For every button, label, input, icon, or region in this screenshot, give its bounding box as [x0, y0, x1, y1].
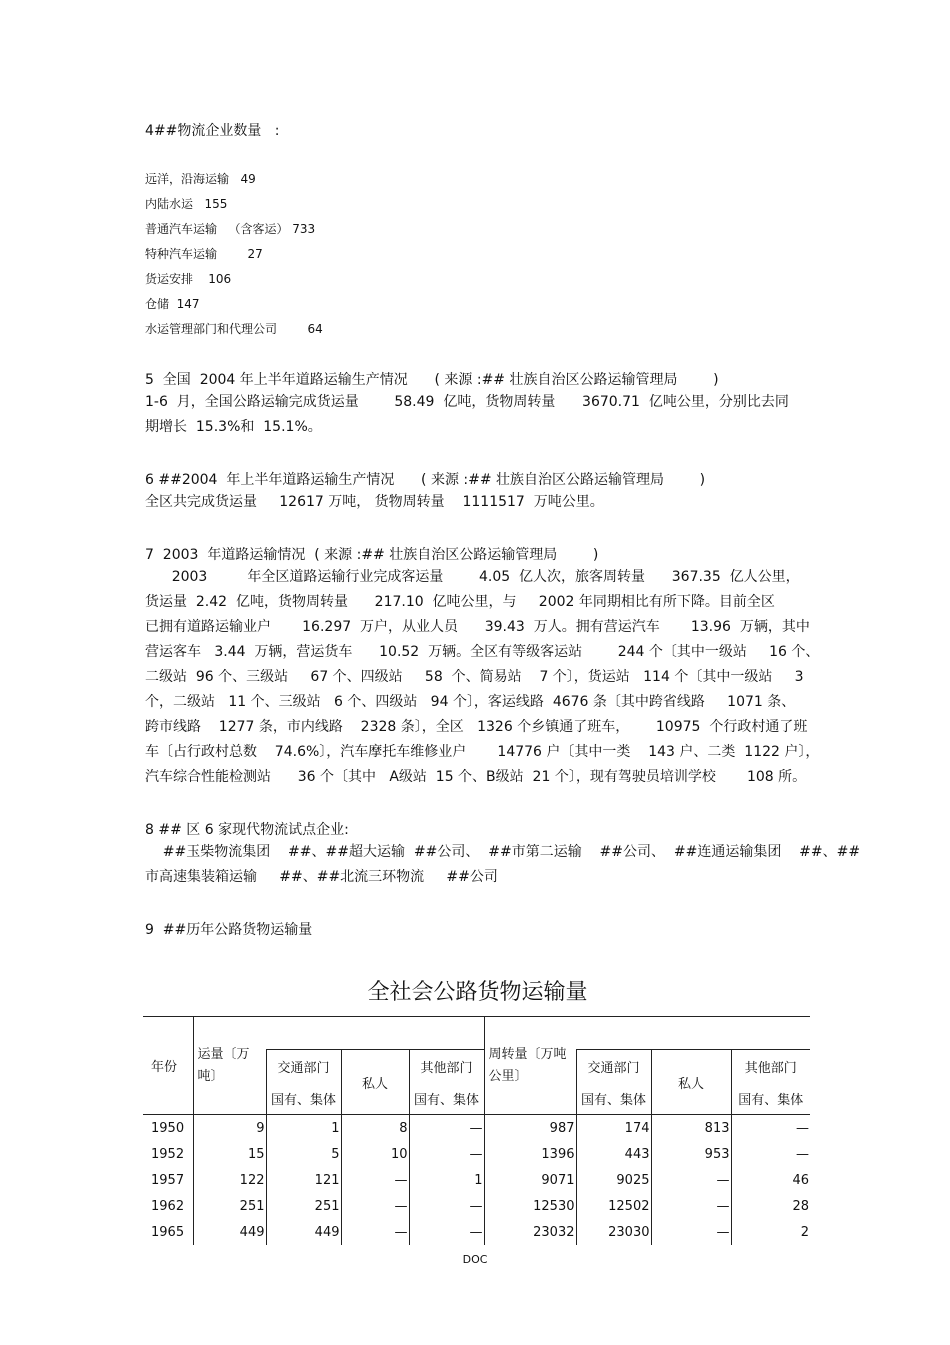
- section-4-heading: 4##物流企业数量 :: [145, 123, 280, 139]
- header-volume: 运量〔万吨〕: [193, 1017, 266, 1115]
- list-item: 内陆水运 155: [145, 197, 228, 211]
- header-other-dept: 其他部门: [731, 1050, 810, 1083]
- section-5-heading: 5 全国 2004 年上半年道路运输生产情况 ( 来源 :## 壮族自治区公路运输管理局 ): [145, 372, 719, 388]
- header-transport-dept: 交通部门: [576, 1050, 651, 1083]
- paragraph-line: 2003 年全区道路运输行业完成客运量 4.05 亿人次，旅客周转量 367.35 亿人公里，: [145, 569, 800, 585]
- paragraph-line: 已拥有道路运输业户 16.297 万户，从业人员 39.43 万人。拥有营运汽车 13.96 万辆，其中: [145, 619, 810, 635]
- list-item: 远洋，沿海运输 49: [145, 172, 256, 186]
- table-row: 1950 9 1 8 — 987 174 813 —: [143, 1115, 810, 1142]
- paragraph-line: 营运客车 3.44 万辆，营运货车 10.52 万辆。全区有等级客运站 244 个〔其中一级站 16 个、: [145, 644, 820, 660]
- header-private: 私人: [341, 1050, 409, 1115]
- header-transport-dept: 交通部门: [266, 1050, 341, 1083]
- header-other-dept: 其他部门: [409, 1050, 484, 1083]
- section-8-heading: 8 ## 区 6 家现代物流试点企业:: [145, 822, 349, 838]
- header-state-collective: 国有、集体: [731, 1082, 810, 1115]
- freight-table: [143, 1016, 810, 1245]
- paragraph-line: 汽车综合性能检测站 36 个〔其中 A级站 15 个、B级站 21 个〕，现有驾驶员培训学校 108 所。: [145, 769, 807, 785]
- paragraph-line: 1-6 月，全国公路运输完成货运量 58.49 亿吨，货物周转量 3670.71 亿吨公里，分别比去同: [145, 394, 789, 410]
- header-year: 年份: [151, 1060, 178, 1075]
- section-9-heading: 9 ##历年公路货物运输量: [145, 922, 313, 938]
- page-footer: DOC: [462, 1253, 488, 1266]
- list-item: 水运管理部门和代理公司 64: [145, 322, 323, 336]
- header-state-collective: 国有、集体: [266, 1082, 341, 1115]
- table-caption: 全社会公路货物运输量: [367, 980, 588, 1005]
- paragraph-line: 车〔占行政村总数 74.6%〕，汽车摩托车维修业户 14776 户〔其中一类 143 户、二类 1122 户〕，: [145, 744, 820, 760]
- paragraph-line: 货运量 2.42 亿吨，货物周转量 217.10 亿吨公里，与 2002 年同期相比有所下降。目前全区: [145, 594, 775, 610]
- list-item: 普通汽车运输 （含客运） 733: [145, 222, 316, 236]
- paragraph-line: ##玉柴物流集团 ##、##超大运输 ##公司、 ##市第二运输 ##公司、 ##连通运输集团 ##、##: [145, 844, 861, 860]
- header-turnover: 周转量〔万吨公里〕: [484, 1017, 576, 1115]
- list-item: 特种汽车运输 27: [145, 247, 263, 261]
- list-item: 货运安排 106: [145, 272, 232, 286]
- table-row: 1962 251 251 — — 12530 12502 — 28: [143, 1193, 810, 1219]
- paragraph-line: 跨市线路 1277 条，市内线路 2328 条〕，全区 1326 个乡镇通了班车， 10975 个行政村通了班: [145, 719, 808, 735]
- paragraph-line: 个，二级站 11 个、三级站 6 个、四级站 94 个〕，客运线路 4676 条〔其中跨省线路 1071 条、: [145, 694, 796, 710]
- section-7-heading: 7 2003 年道路运输情况 ( 来源 :## 壮族自治区公路运输管理局 ): [145, 547, 599, 563]
- paragraph-line: 市高速集装箱运输 ##、##北流三环物流 ##公司: [145, 869, 498, 885]
- header-state-collective: 国有、集体: [576, 1082, 651, 1115]
- header-state-collective: 国有、集体: [409, 1082, 484, 1115]
- list-item: 仓储 147: [145, 297, 200, 311]
- table-row: 1952 15 5 10 — 1396 443 953 —: [143, 1141, 810, 1167]
- header-private: 私人: [651, 1050, 731, 1115]
- table-row: 1957 122 121 — 1 9071 9025 — 46: [143, 1167, 810, 1193]
- paragraph-line: 全区共完成货运量 12617 万吨， 货物周转量 1111517 万吨公里。: [145, 494, 604, 510]
- table-row: 1965 449 449 — — 23032 23030 — 2: [143, 1219, 810, 1245]
- section-6-heading: 6 ##2004 年上半年道路运输生产情况 ( 来源 :## 壮族自治区公路运输管理局 ): [145, 472, 706, 488]
- paragraph-line: 期增长 15.3%和 15.1%。: [145, 419, 322, 435]
- paragraph-line: 二级站 96 个、三级站 67 个、四级站 58 个、简易站 7 个〕，货运站 114 个〔其中一级站 3: [145, 669, 804, 685]
